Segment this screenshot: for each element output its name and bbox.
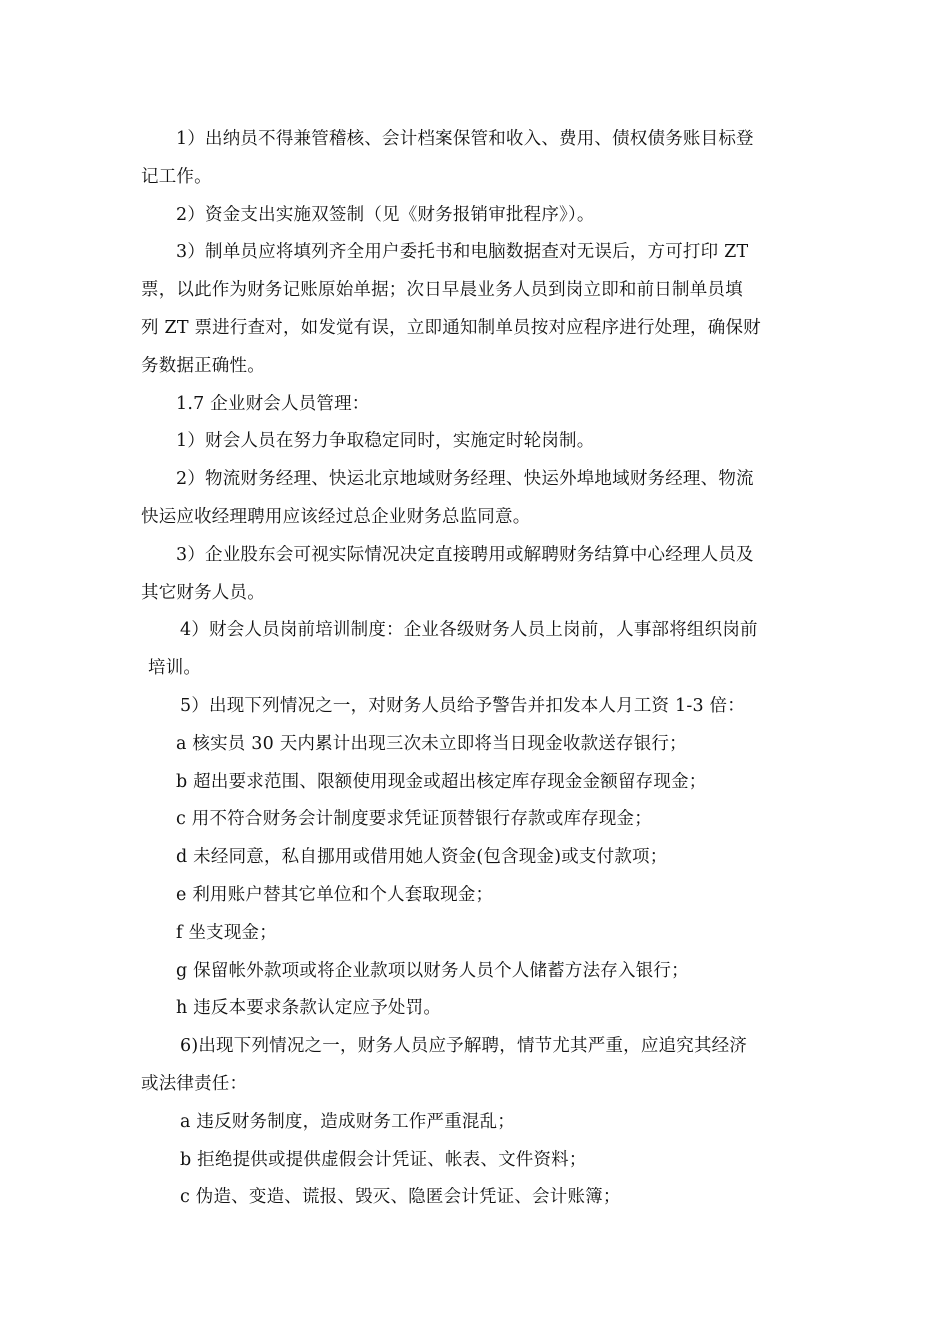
list-item: f 坐支现金； xyxy=(176,923,277,943)
text-line: 列 ZT 票进行查对，如发觉有误，立即通知制单员按对应程序进行处理，确保财 xyxy=(141,318,761,338)
list-item: g 保留帐外款项或将企业款项以财务人员个人储蓄方法存入银行； xyxy=(176,961,689,981)
text-line: 其它财务人员。 xyxy=(141,583,265,603)
list-item: d 未经同意，私自挪用或借用她人资金(包含现金)或支付款项； xyxy=(176,847,668,867)
text-line: 3）制单员应将填列齐全用户委托书和电脑数据查对无误后，方可打印 ZT xyxy=(176,242,749,262)
text-line: 务数据正确性。 xyxy=(141,356,265,376)
text-line: 票，以此作为财务记账原始单据；次日早晨业务人员到岗立即和前日制单员填 xyxy=(141,280,743,300)
list-item: a 核实员 30 天内累计出现三次未立即将当日现金收款送存银行； xyxy=(176,734,687,754)
text-line: 培训。 xyxy=(148,658,202,678)
text-line: 2）资金支出实施双签制（见《财务报销审批程序》）。 xyxy=(176,205,595,225)
text-line: 1）出纳员不得兼管稽核、会计档案保管和收入、费用、债权债务账目标登 xyxy=(176,129,754,149)
list-item: b 拒绝提供或提供虚假会计凭证、帐表、文件资料； xyxy=(180,1150,587,1170)
list-item: c 用不符合财务会计制度要求凭证顶替银行存款或库存现金； xyxy=(176,809,652,829)
text-line: 5）出现下列情况之一，对财务人员给予警告并扣发本人月工资 1-3 倍： xyxy=(180,696,745,716)
text-line: 4）财会人员岗前培训制度：企业各级财务人员上岗前，人事部将组织岗前 xyxy=(180,620,758,640)
list-item: e 利用账户替其它单位和个人套取现金； xyxy=(176,885,494,905)
text-line: 或法律责任： xyxy=(141,1074,248,1094)
list-item: a 违反财务制度，造成财务工作严重混乱； xyxy=(180,1112,515,1132)
list-item: b 超出要求范围、限额使用现金或超出核定库存现金金额留存现金； xyxy=(176,772,707,792)
list-item: h 违反本要求条款认定应予处罚。 xyxy=(176,998,442,1018)
text-line: 6)出现下列情况之一，财务人员应予解聘，情节尤其严重，应追究其经济 xyxy=(180,1036,748,1056)
text-line: 2）物流财务经理、快运北京地域财务经理、快运外埠地域财务经理、物流 xyxy=(176,469,754,489)
text-line: 快运应收经理聘用应该经过总企业财务总监同意。 xyxy=(141,507,531,527)
list-item: c 伪造、变造、谎报、毁灭、隐匿会计凭证、会计账簿； xyxy=(180,1187,621,1207)
text-line: 3）企业股东会可视实际情况决定直接聘用或解聘财务结算中心经理人员及 xyxy=(176,545,754,565)
text-line: 记工作。 xyxy=(141,167,212,187)
text-line: 1）财会人员在努力争取稳定同时，实施定时轮岗制。 xyxy=(176,431,595,451)
section-heading: 1.7 企业财会人员管理： xyxy=(176,394,370,414)
